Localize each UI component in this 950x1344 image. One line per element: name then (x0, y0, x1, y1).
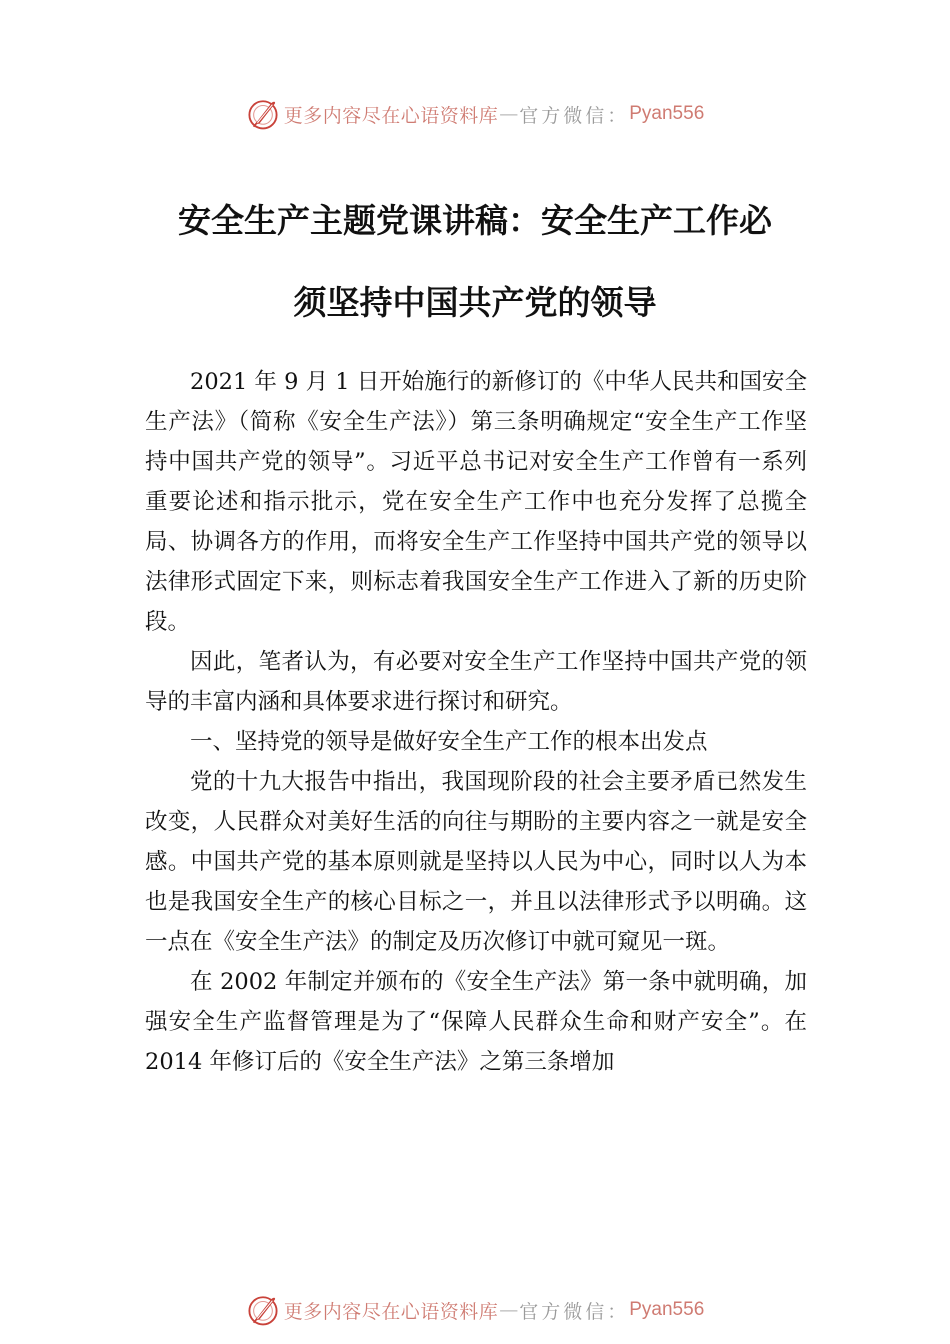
quill-pen-logo-icon (246, 1293, 280, 1327)
watermark-text: 更多内容尽在心语资料库 (283, 104, 499, 127)
body-paragraph-4: 在 2002 年制定并颁布的《安全生产法》第一条中就明确，加强安全生产监督管理是为了“保障人民群众生命和财产安全”。在 2014 年修订后的《安全生产法》之第三条增加 (145, 969, 807, 1075)
document-body (145, 362, 807, 1082)
document-title (140, 180, 810, 344)
quill-pen-logo-icon (246, 97, 280, 131)
watermark-wechat-id: Pyan556 (629, 103, 705, 124)
watermark-official-label: 官方微信： (519, 1300, 630, 1323)
body-paragraph-3: 党的十九大报告中指出，我国现阶段的社会主要矛盾已然发生改变，人民群众对美好生活的向往与期盼的主要内容之一就是安全感。中国共产党的基本原则就是坚持以人民为中心，同时以人为本也是我国安全生产的核心目标之一，并且以法律形式予以明确。这一点在《安全生产法》的制定及历次修订中就可窥见一斑。 (145, 769, 807, 955)
watermark-dash: — (499, 1299, 519, 1321)
watermark-wechat-id: Pyan556 (629, 1299, 705, 1320)
body-paragraph-1: 2021 年 9 月 1 日开始施行的新修订的《中华人民共和国安全生产法》（简称《安全生产法》）第三条明确规定“安全生产工作坚持中国共产党的领导”。习近平总书记对安全生产工作曾有一系列重要论述和指示批示，党在安全生产工作中也充分发挥了总揽全局、协调各方的作用，而将安全生产工作坚持中国共产党的领导以法律形式固定下来，则标志着我国安全生产工作进入了新的历史阶段。 (145, 369, 807, 635)
watermark-text: 更多内容尽在心语资料库 (283, 1300, 499, 1323)
footer-watermark (0, 1290, 950, 1330)
header-watermark (0, 94, 950, 134)
watermark-official-label: 官方微信： (519, 104, 630, 127)
body-paragraph-2: 因此，笔者认为，有必要对安全生产工作坚持中国共产党的领导的丰富内涵和具体要求进行探讨和研究。 (145, 649, 807, 715)
title-line-1: 安全生产主题党课讲稿：安全生产工作必 (178, 201, 772, 240)
title-line-2: 须坚持中国共产党的领导 (293, 283, 657, 322)
watermark-dash: — (499, 103, 519, 125)
section-heading-1: 一、坚持党的领导是做好安全生产工作的根本出发点 (190, 729, 708, 755)
